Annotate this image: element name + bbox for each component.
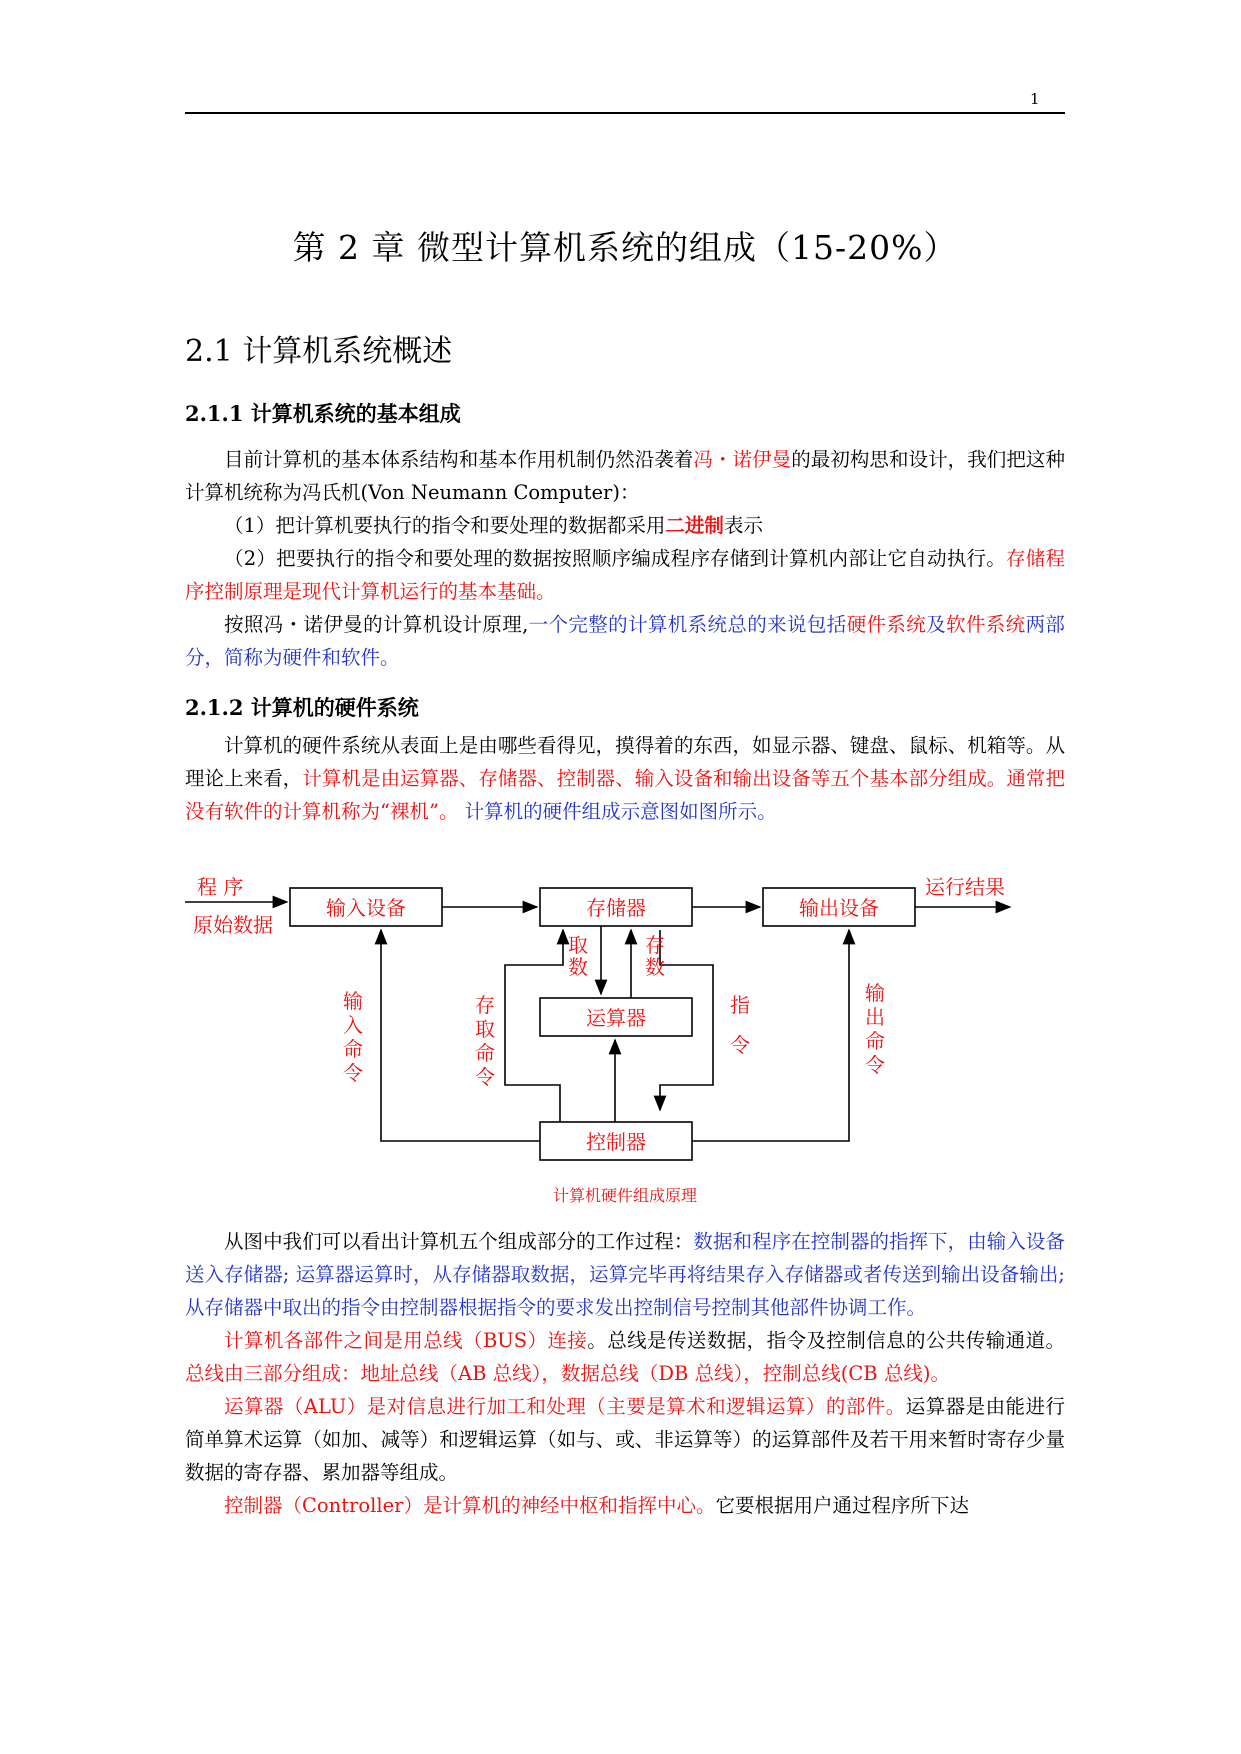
- text-span: 它要根据用户通过程序所下达: [715, 1494, 969, 1517]
- text-span: 按照冯・诺伊曼的计算机设计原理,: [224, 613, 529, 636]
- alu-label: 运算器: [586, 1006, 646, 1030]
- text-span: 。总线是传送数据，指令及控制信息的公共传输通道。: [587, 1329, 1065, 1352]
- input-cmd-1: 输: [343, 989, 363, 1013]
- input-cmd-2: 入: [343, 1013, 363, 1037]
- instruction-1: 指: [730, 993, 750, 1017]
- hardware-block: [185, 729, 1065, 828]
- highlight-system: 一个完整的计算机系统总的来说包括: [528, 613, 847, 636]
- paragraph-controller: [185, 1489, 1065, 1522]
- hardware-diagram: [185, 860, 1065, 1180]
- instruction-2: 令: [730, 1033, 750, 1057]
- paragraph-binary: [185, 509, 1065, 542]
- controller-label: 控制器: [586, 1130, 646, 1154]
- access-cmd-4: 令: [475, 1065, 495, 1089]
- paragraph-system-parts: [185, 608, 1065, 674]
- section-title: 2.1 计算机系统概述: [185, 334, 453, 369]
- highlight-bus-types: 总线由三部分组成：地址总线（AB 总线），数据总线（DB 总线），控制总线(CB 总线)。: [185, 1362, 950, 1385]
- input-cmd-4: 令: [343, 1061, 363, 1085]
- memory-label: 存储器: [586, 896, 646, 920]
- text-span: 表示: [723, 514, 763, 537]
- fetch-label-2: 数: [568, 955, 588, 979]
- paragraph-bus: [185, 1324, 1065, 1390]
- highlight-binary: 二进制: [665, 514, 724, 537]
- raw-data-label: 原始数据: [193, 913, 273, 937]
- access-cmd-1: 存: [475, 993, 495, 1017]
- input-device-label: 输入设备: [326, 896, 406, 920]
- text-span: 及: [926, 613, 947, 636]
- store-label-2: 数: [645, 955, 665, 979]
- text-span: 的最初构思和设计，我们把这种计算机统称为冯氏机(Von Neumann Computer)：: [185, 448, 1065, 504]
- text-span: 计算机的硬件系统从表面上是由哪些看得见，摸得着的东西，如显示器、键盘、鼠标、机箱等。从理论上来看，: [185, 734, 1065, 790]
- text-span: 从图中我们可以看出计算机五个组成部分的工作过程：: [224, 1230, 694, 1253]
- highlight-hardware: 硬件系统: [846, 613, 927, 636]
- subsection-title-basic-composition: 2.1.1 计算机系统的基本组成: [185, 401, 461, 426]
- paragraph-hardware: [185, 729, 1065, 828]
- paragraph-stored-program: [185, 542, 1065, 608]
- text-span: （2）把要执行的指令和要处理的数据按照顺序编成程序存储到计算机内部让它自动执行。: [224, 547, 1007, 570]
- highlight-five-parts: 计算机是由运算器、存储器、控制器、输入设备和输出设备等五个基本部分组成。通常把没有软件的计算机称为“裸机”。: [185, 767, 1065, 823]
- fetch-label-1: 取: [568, 933, 588, 957]
- figure-caption: 计算机硬件组成原理: [552, 1186, 697, 1205]
- text-span: 运算器是由能进行简单算术运算（如加、减等）和逻辑运算（如与、或、非运算等）的运算部件及若干用来暂时寄存少量数据的寄存器、累加器等组成。: [185, 1395, 1065, 1484]
- process-block: [185, 1225, 1065, 1522]
- paragraph-von-neumann: [185, 443, 1065, 509]
- intro-block: [185, 443, 1065, 674]
- paragraph-alu: [185, 1390, 1065, 1489]
- highlight-alu: 运算器（ALU）是对信息进行加工和处理（主要是算术和逻辑运算）的部件。: [224, 1395, 906, 1418]
- text-span: 计算机的硬件组成示意图如图所示。: [458, 800, 777, 823]
- highlight-controller: 控制器（Controller）是计算机的神经中枢和指挥中心。: [224, 1494, 716, 1517]
- text-span: （1）把计算机要执行的指令和要处理的数据都采用: [224, 514, 666, 537]
- input-cmd-3: 命: [343, 1037, 363, 1061]
- chapter-title: 第 2 章 微型计算机系统的组成（15-20%）: [292, 228, 958, 267]
- paragraph-work-process: [185, 1225, 1065, 1324]
- output-cmd-2: 出: [865, 1005, 885, 1029]
- highlight-software: 软件系统: [946, 613, 1026, 636]
- output-cmd-1: 输: [865, 981, 885, 1005]
- access-cmd-3: 命: [475, 1041, 495, 1065]
- subsection-title-hardware: 2.1.2 计算机的硬件系统: [185, 695, 419, 720]
- store-label-1: 存: [645, 933, 665, 957]
- header-rule: [185, 112, 1065, 114]
- program-label: 程 序: [197, 875, 244, 899]
- output-cmd-3: 命: [865, 1029, 885, 1053]
- run-result-label: 运行结果: [925, 875, 1005, 899]
- output-cmd-4: 令: [865, 1053, 885, 1077]
- highlight-work-process: 数据和程序在控制器的指挥下，由输入设备送入存储器; 运算器运算时，从存储器取数据，运算完毕再将结果存入存储器或者传送到输出设备输出; 从存储器中取出的指令由控制器根据指令的要求发出控制信号控制其他部件协调工作。: [185, 1230, 1065, 1319]
- highlight-bus: 计算机各部件之间是用总线（BUS）连接: [224, 1329, 588, 1352]
- text-span: 目前计算机的基本体系结构和基本作用机制仍然沿袭着: [224, 448, 694, 471]
- highlight-summary: 两部分，简称为硬件和软件。: [185, 613, 1065, 669]
- highlight-von-neumann: 冯・诺伊曼: [693, 448, 792, 471]
- highlight-stored-program: 存储程序控制原理是现代计算机运行的基本基础。: [185, 547, 1065, 603]
- page-number: 1: [1030, 90, 1040, 108]
- output-device-label: 输出设备: [799, 896, 879, 920]
- access-cmd-2: 取: [475, 1017, 495, 1041]
